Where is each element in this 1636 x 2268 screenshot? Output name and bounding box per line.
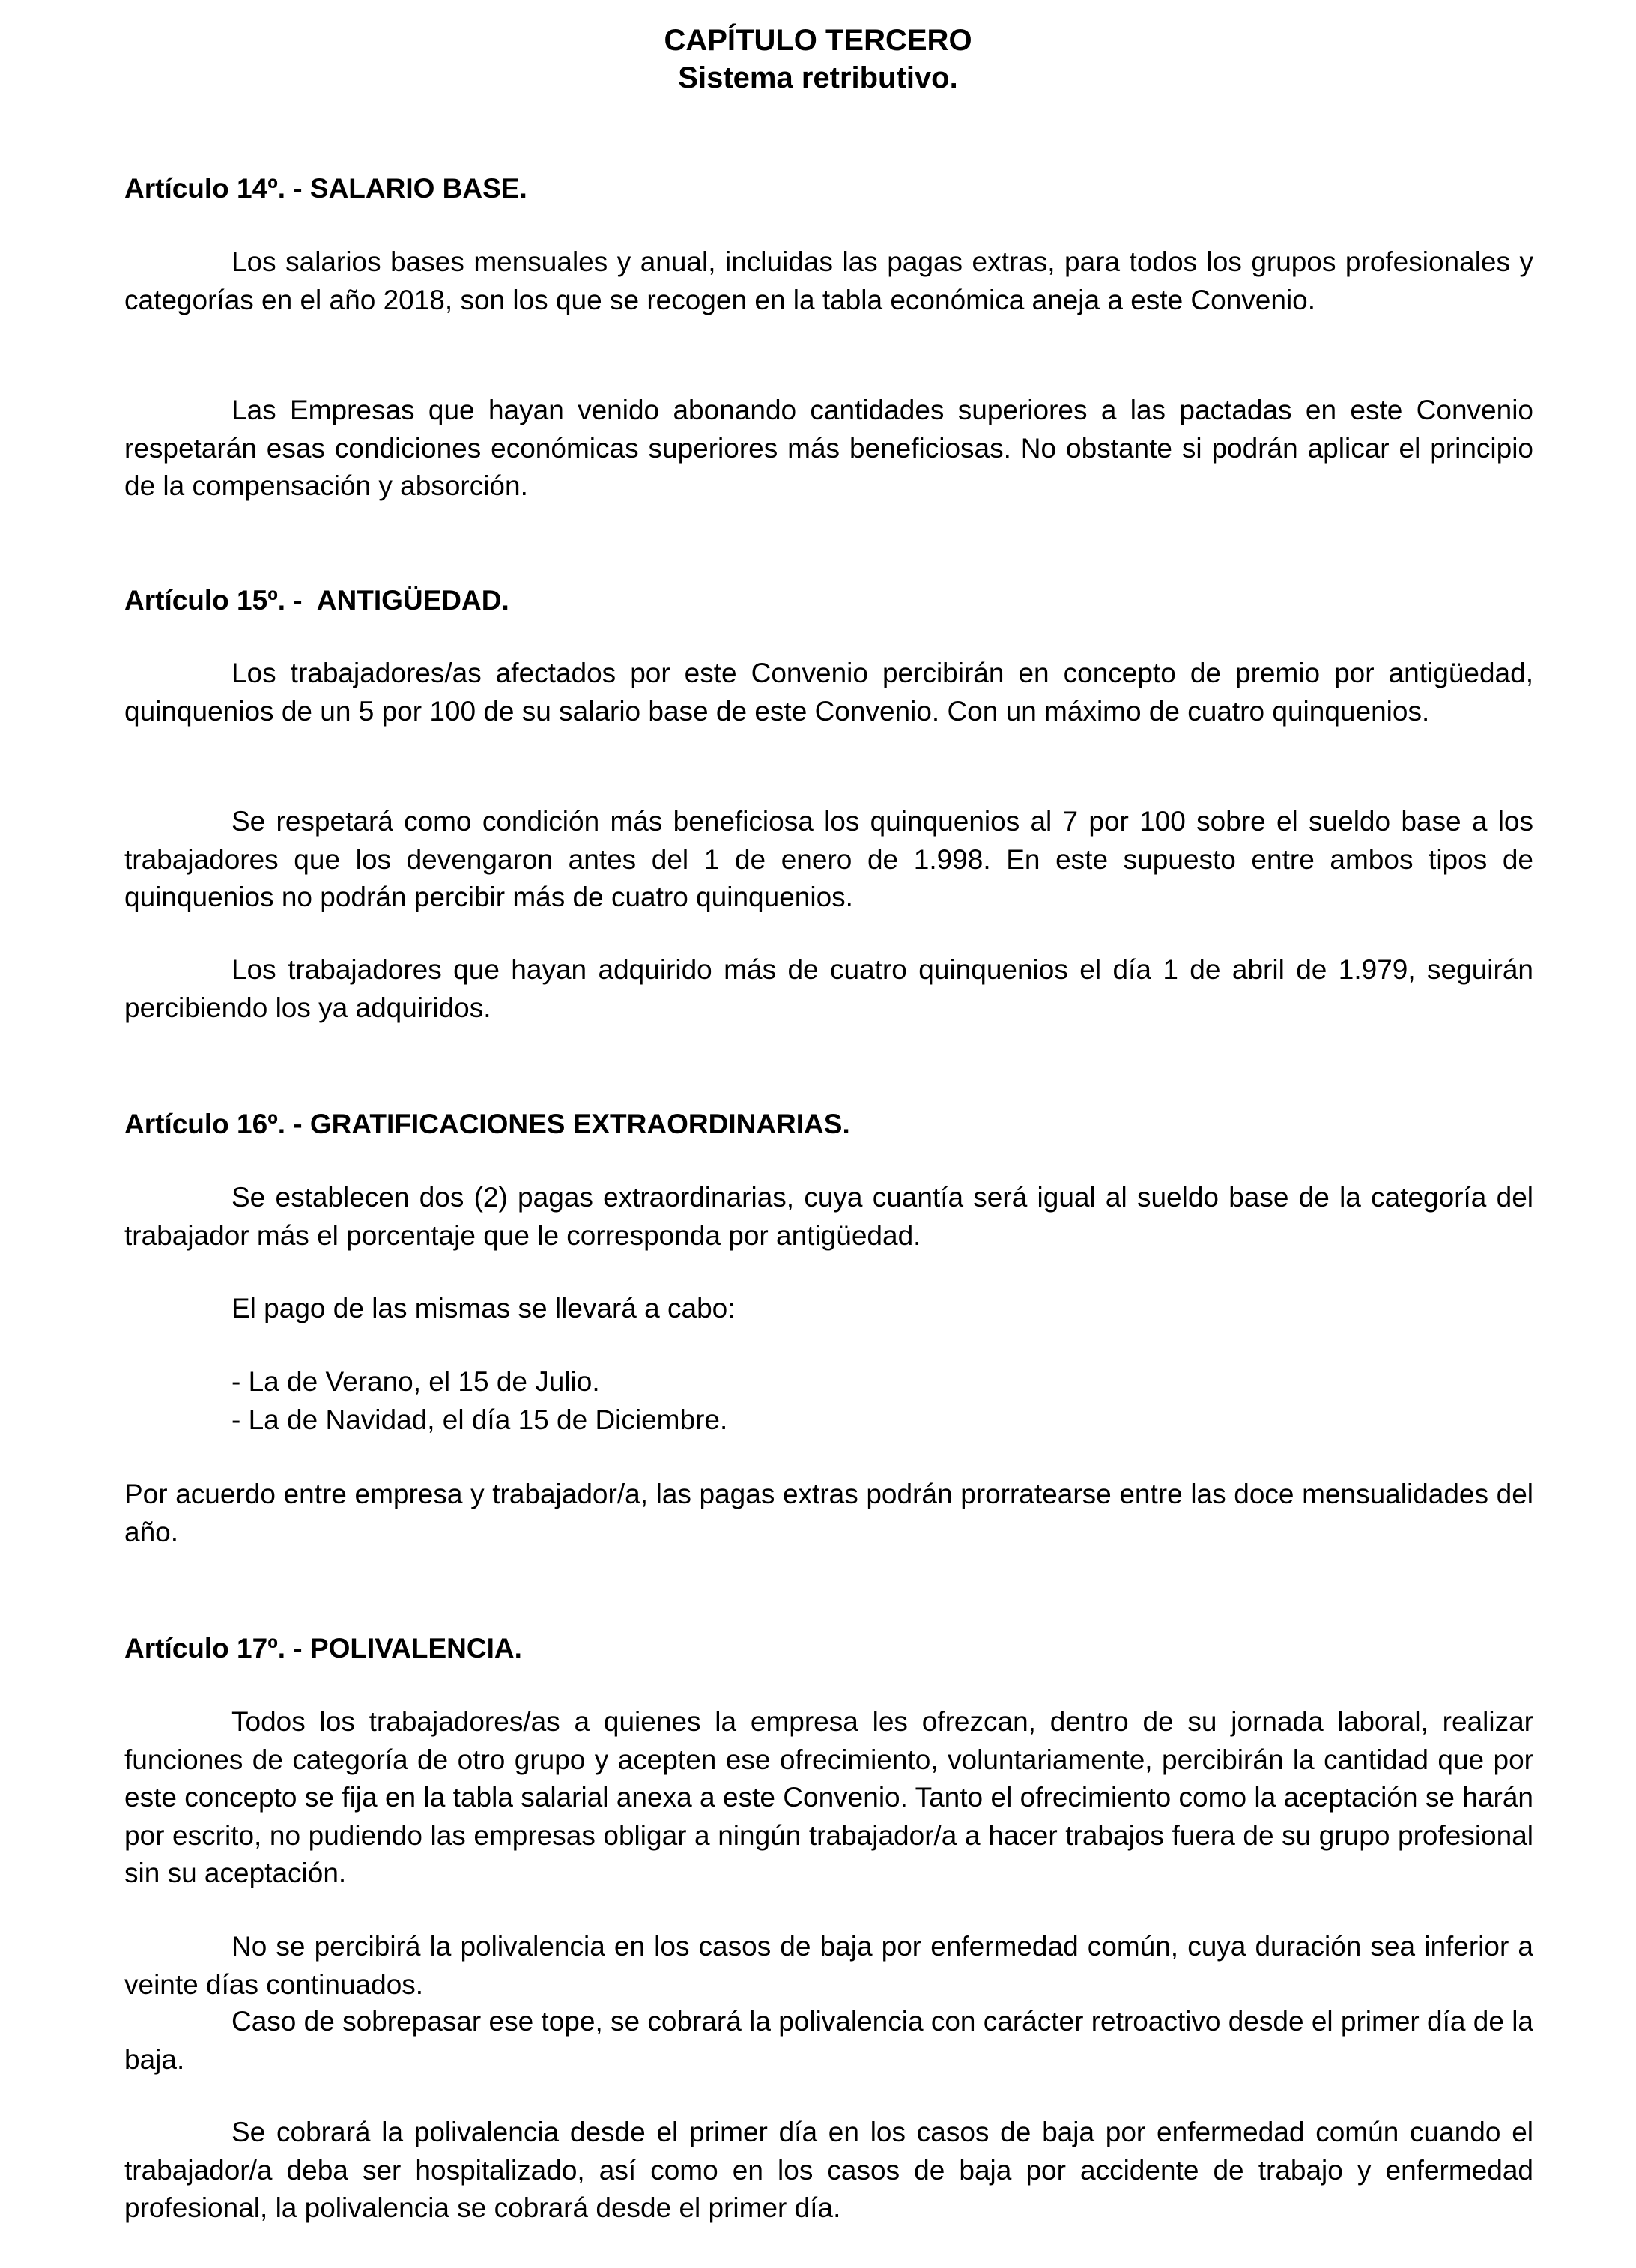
article-16-paragraph-2: El pago de las mismas se llevará a cabo:: [231, 1293, 736, 1323]
article-15-paragraph-3: Los trabajadores que hayan adquirido más de cuatro quinquenios el día 1 de abril de 1.979, seguirán percibiendo los ya adquiridos.: [124, 954, 1533, 1023]
article-16-paragraph-1: Se establecen dos (2) pagas extraordinarias, cuya cuantía será igual al sueldo base de la categoría del trabajador más el porcentaje que le corresponda por antigüedad.: [124, 1182, 1533, 1251]
article-14-paragraph-1: Los salarios bases mensuales y anual, incluidas las pagas extras, para todos los grupos profesionales y categorías en el año 2018, son los que se recogen en la tabla económica aneja a este Convenio.: [124, 246, 1533, 315]
article-16-paragraph-3: Por acuerdo entre empresa y trabajador/a, las pagas extras podrán prorratearse entre las doce mensualidades del año.: [124, 1479, 1533, 1547]
article-15-heading: Artículo 15º. - ANTIGÜEDAD.: [124, 585, 509, 616]
article-14-paragraph-2: Las Empresas que hayan venido abonando cantidades superiores a las pactadas en este Convenio respetarán esas condiciones económicas superiores más beneficiosas. No obstante si podrán aplicar el principio de la compensación y absorción.: [124, 395, 1533, 501]
article-17-paragraph-2: No se percibirá la polivalencia en los casos de baja por enfermedad común, cuya duración sea inferior a veinte días continuados.: [124, 1931, 1533, 2000]
article-17-paragraph-3: Caso de sobrepasar ese tope, se cobrará la polivalencia con carácter retroactivo desde el primer día de la baja.: [124, 2006, 1533, 2075]
chapter-subtitle: Sistema retributivo.: [678, 61, 958, 94]
article-16-heading: Artículo 16º. - GRATIFICACIONES EXTRAORDINARIAS.: [124, 1109, 850, 1139]
article-17-paragraph-1: Todos los trabajadores/as a quienes la empresa les ofrezcan, dentro de su jornada laboral, realizar funciones de categoría de otro grupo y acepten ese ofrecimiento, voluntariamente, percibirán la cantidad que por este concepto se fija en la tabla salarial anexa a este Convenio. Tanto el ofrecimiento como la aceptación se harán por escrito, no pudiendo las empresas obligar a ningún trabajador/a a hacer trabajos fuera de su grupo profesional sin su aceptación.: [124, 1706, 1533, 1888]
article-16-list-item: - La de Verano, el 15 de Julio.: [231, 1366, 600, 1397]
article-16-list-item: - La de Navidad, el día 15 de Diciembre.: [231, 1404, 728, 1435]
article-17-paragraph-4: Se cobrará la polivalencia desde el primer día en los casos de baja por enfermedad común cuando el trabajador/a deba ser hospitalizado, así como en los casos de baja por accidente de trabajo y enfermedad profesional, la polivalencia se cobrará desde el primer día.: [124, 2117, 1533, 2223]
article-14-heading: Artículo 14º. - SALARIO BASE.: [124, 173, 527, 204]
article-17-heading: Artículo 17º. - POLIVALENCIA.: [124, 1633, 522, 1664]
article-15-paragraph-1: Los trabajadores/as afectados por este Convenio percibirán en concepto de premio por antigüedad, quinquenios de un 5 por 100 de su salario base de este Convenio. Con un máximo de cuatro quinquenios.: [124, 658, 1533, 727]
article-15-paragraph-2: Se respetará como condición más beneficiosa los quinquenios al 7 por 100 sobre el sueldo base a los trabajadores que los devengaron antes del 1 de enero de 1.998. En este supuesto entre ambos tipos de quinquenios no podrán percibir más de cuatro quinquenios.: [124, 806, 1533, 912]
chapter-title: CAPÍTULO TERCERO: [664, 24, 972, 57]
